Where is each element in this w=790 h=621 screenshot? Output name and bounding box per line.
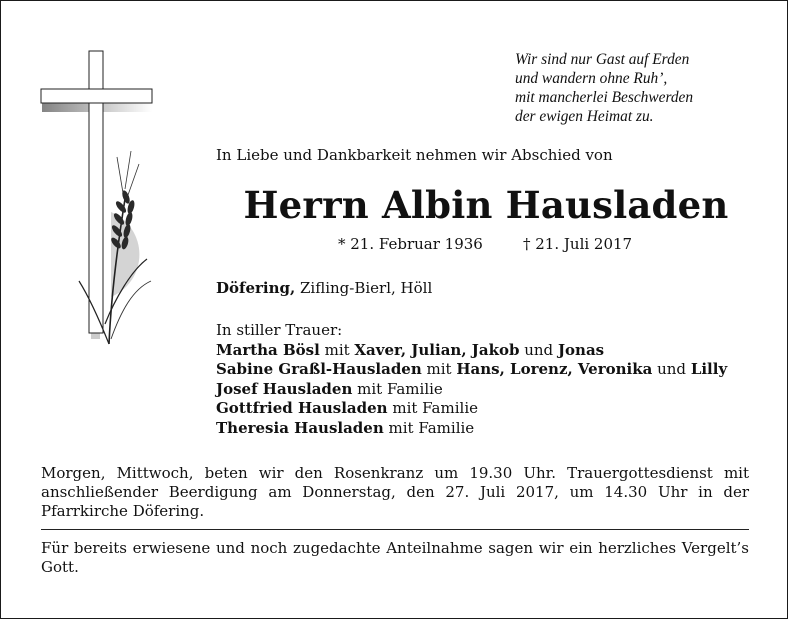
intro-text: In Liebe und Dankbarkeit nehmen wir Abschied von: [216, 146, 613, 164]
mourners-heading: In stiller Trauer:: [216, 321, 343, 339]
residence-town: Döfering,: [216, 279, 296, 297]
mourner-name: Xaver, Julian, Jakob: [354, 340, 520, 359]
mourner-line: [216, 360, 727, 380]
mourner-name: Hans, Lorenz, Veronika: [456, 360, 653, 378]
poem-line: der ewigen Heimat zu.: [515, 108, 654, 125]
birth-date: * 21. Februar 1936: [338, 235, 483, 253]
mourner-connector: und: [519, 340, 558, 359]
mourner-line: [216, 341, 727, 361]
residence-rest: Zifling-Bierl, Höll: [295, 279, 433, 297]
mourner-name: Martha Bösl: [216, 340, 320, 359]
mourner-connector: und: [652, 360, 691, 378]
mourner-name: Theresia Hausladen: [216, 418, 384, 437]
residence: [216, 279, 432, 297]
death-date: † 21. Juli 2017: [523, 235, 633, 253]
mourners: [216, 321, 727, 438]
mourner-name: Gottfried Hausladen: [216, 399, 388, 417]
mourner-name: Josef Hausladen: [216, 379, 353, 398]
mourner-name: Lilly: [690, 360, 728, 378]
service-info: Morgen, Mittwoch, beten wir den Rosenkranz um 19.30 Uhr. Trauergottesdienst mit anschließender Beerdigung am Donnerstag, den 27. Juli 2017, um 14.30 Uhr in der Pfarrkirche Döfering.: [41, 464, 749, 520]
mourner-connector: mit: [319, 340, 355, 359]
poem-verse: [515, 50, 693, 126]
poem-line: und wandern ohne Ruh’,: [515, 70, 668, 87]
divider: [41, 529, 749, 530]
mourner-line: [216, 380, 727, 400]
mourner-line: [216, 419, 727, 439]
poem-line: mit mancherlei Beschwerden: [515, 89, 694, 106]
mourner-connector: mit: [421, 360, 457, 378]
mourner-name: Sabine Graßl-Hausladen: [216, 360, 422, 378]
mourner-connector: mit Familie: [383, 418, 475, 437]
cross-with-wheat-icon: [39, 49, 164, 349]
mourner-lines: [216, 341, 727, 439]
thanks-text: Für bereits erwiesene und noch zugedachte Anteilnahme sagen wir ein herzliches Vergelt’s Gott.: [41, 539, 749, 576]
mourner-name: Jonas: [557, 340, 605, 359]
mourner-line: [216, 399, 727, 419]
deceased-name: Herrn Albin Hausladen: [243, 183, 729, 227]
poem-line: Wir sind nur Gast auf Erden: [515, 51, 690, 68]
mourner-connector: mit Familie: [352, 379, 443, 398]
mourner-connector: mit Familie: [387, 399, 478, 417]
